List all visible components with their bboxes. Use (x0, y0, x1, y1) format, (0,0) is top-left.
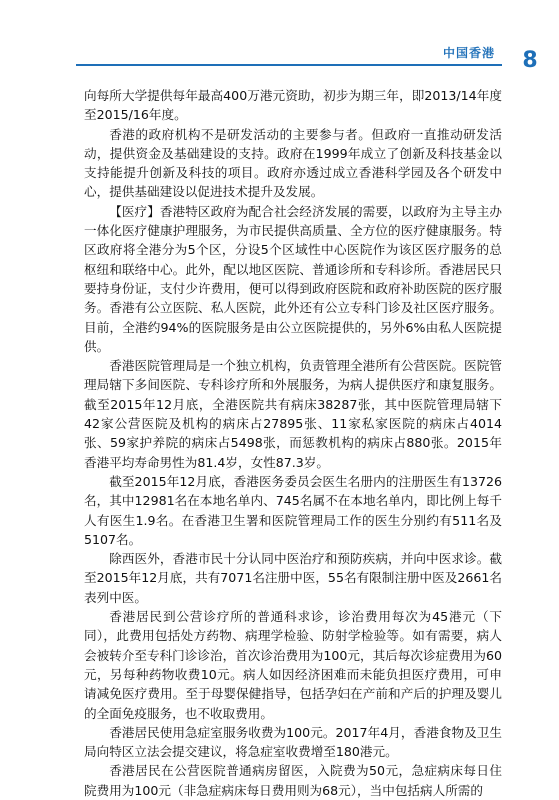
paragraph: 向每所大学提供每年最高400万港元资助，初步为期三年，即2013/14年度至2015/16年度。 (84, 88, 502, 123)
header-divider (76, 64, 502, 66)
paragraph: 香港医院管理局是一个独立机构，负责管理全港所有公营医院。医院管理局辖下多间医院、专科诊疗所和外展服务，为病人提供医疗和康复服务。截至2015年12月底，全港医院共有病床38287张，其中医院管理局辖下42家公营医院及机构的病床占27895张、11家私家医院的病床占4014张、59家护养院的病床占5498张，而惩教机构的病床占880张。2015年香港平均寿命男性为81.4岁，女性87.3岁。 (84, 358, 502, 470)
page-number: 8 (522, 48, 538, 73)
paragraph: 除西医外，香港市民十分认同中医治疗和预防疾病，并向中医求诊。截至2015年12月底，共有7071名注册中医，55名有限制注册中医及2661名表列中医。 (84, 551, 502, 605)
body-text (84, 86, 502, 800)
paragraph: 【医疗】香港特区政府为配合社会经济发展的需要，以政府为主导主办一体化医疗健康护理服务，为市民提供高质量、全方位的医疗健康服务。特区政府将全港分为5个区，分设5个区域性中心医院作为该区医疗服务的总枢纽和联络中心。此外，配以地区医院、普通诊所和专科诊所。香港居民只要持身份证，支付少许费用，便可以得到政府医院和政府补助医院的医疗服务。香港有公立医院、私人医院，此外还有公立专科门诊及社区医疗服务。目前，全港约94%的医院服务是由公立医院提供的，另外6%由私人医院提供。 (84, 203, 502, 354)
paragraph: 香港居民在公营医院普通病房留医，入院费为50元，急症病床每日住院费用为100元（非急症病床每日费用则为68元），当中包括病人所需的 (84, 763, 502, 798)
paragraph: 截至2015年12月底，香港医务委员会医生名册内的注册医生有13726名，其中12981名在本地名单内、745名属不在本地名单内，即比例上每千人有医生1.9名。在香港卫生署和医院管理局工作的医生分别约有511名及5107名。 (84, 473, 502, 547)
header-title: 中国香港 (442, 46, 495, 60)
paragraph: 香港居民到公营诊疗所的普通科求诊，诊治费用每次为45港元（下同），此费用包括处方药物、病理学检验、防射学检验等。如有需要，病人会被转介至专科门诊诊治，首次诊治费用为100元，其后每次诊症费用为60元，另每种药物收费10元。病人如因经济困难而未能负担医疗费用，可申请减免医疗费用。至于母婴保健指导，包括孕妇在产前和产后的护理及婴儿的全面免疫服务，也不收取费用。 (84, 609, 502, 721)
paragraph: 香港居民使用急症室服务收费为100元。2017年4月，香港食物及卫生局向特区立法会提交建议，将急症室收费增至180港元。 (84, 724, 502, 760)
paragraph: 香港的政府机构不是研发活动的主要参与者。但政府一直推动研发活动，提供资金及基础建设的支持。政府在1999年成立了创新及科技基金以支持能提升创新及科技的项目。政府亦透过成立香港科学园及各个研发中心，提供基础建设以促进技术提升及发展。 (84, 126, 502, 200)
